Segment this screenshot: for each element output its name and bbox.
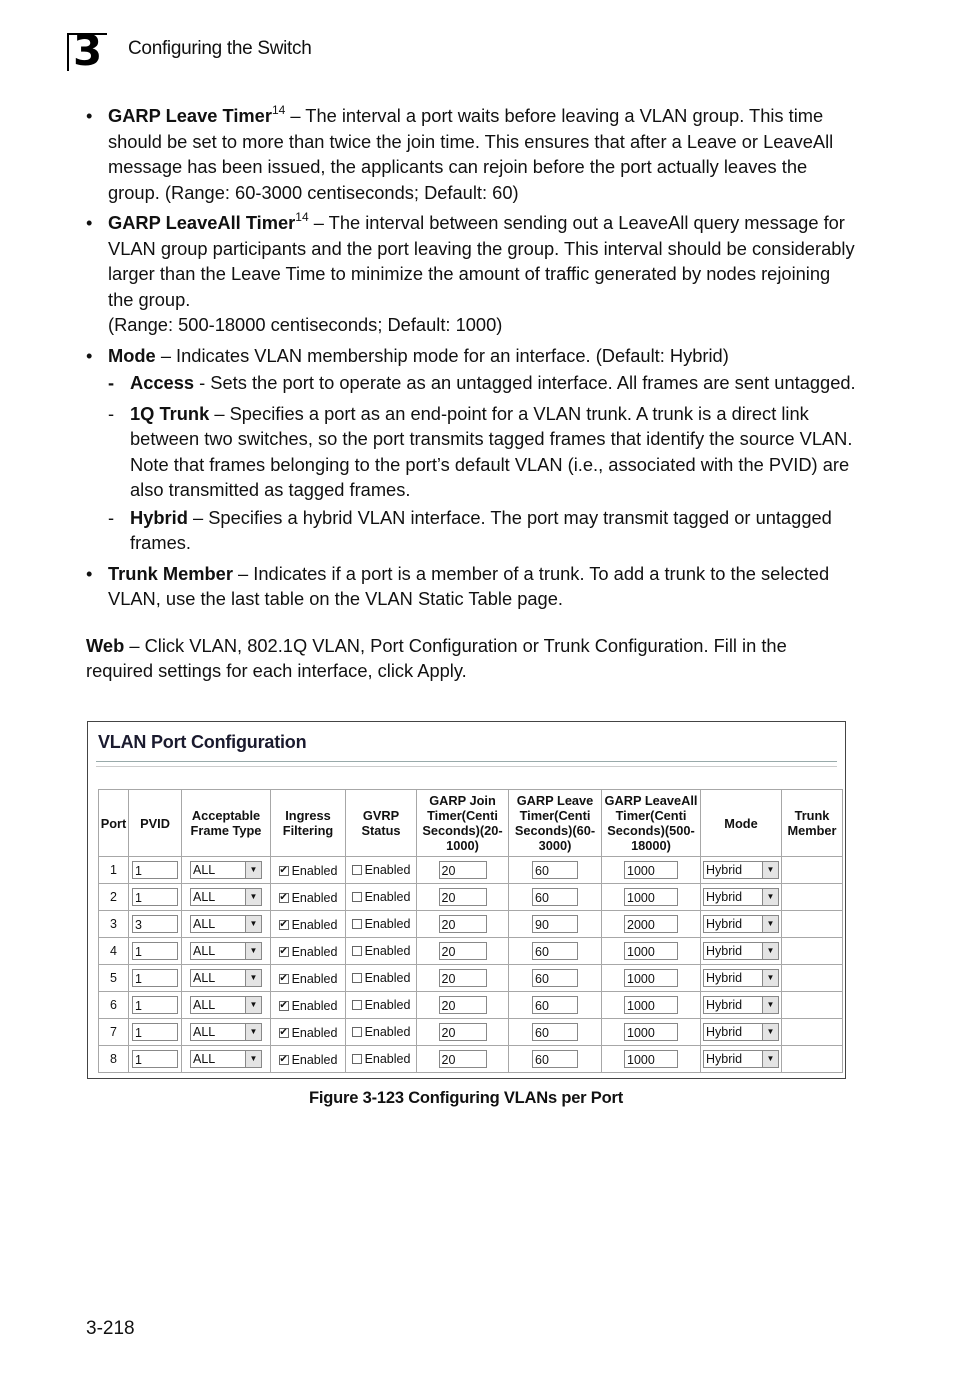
frame-type-cell — [182, 992, 271, 1019]
trunk-member-cell — [782, 965, 843, 992]
table-header-row — [99, 790, 843, 857]
mode-cell — [701, 857, 782, 884]
term: Hybrid — [130, 506, 188, 528]
leave-cell — [509, 884, 602, 911]
pvid-input[interactable]: 1 — [132, 861, 178, 879]
trunk-member-cell — [782, 1046, 843, 1073]
join-cell — [417, 911, 509, 938]
ingress-checkbox[interactable] — [279, 945, 338, 959]
leave-cell — [509, 1019, 602, 1046]
chevron-down-icon[interactable]: ▼ — [762, 1024, 778, 1040]
table-row — [99, 965, 843, 992]
leaveall-cell — [602, 965, 701, 992]
pvid-cell — [129, 857, 182, 884]
checkbox-box — [352, 892, 362, 902]
chevron-down-icon[interactable]: ▼ — [762, 862, 778, 878]
col-join: GARP Join Timer(Centi Seconds)(20-1000) — [417, 790, 509, 857]
gvrp-cell — [346, 992, 417, 1019]
col-port: Port — [99, 790, 129, 857]
bullet-garp-leaveall-timer: • GARP LeaveAll Timer$^{14}$ – The interval between sending out a LeaveAll query message for VLAN group participants and the port leaving the group. This interval should be considerably larger than the Leave Time to minimize the amount of traffic generated by nodes rejoining the group. (Range: 500-18000 centiseconds; Default: 1000) — [86, 209, 855, 335]
leave-timer-input[interactable]: 90 — [532, 915, 578, 933]
chevron-down-icon[interactable]: ▼ — [762, 1051, 778, 1067]
leave-cell — [509, 857, 602, 884]
trunk-member-cell — [782, 938, 843, 965]
sub-item-access: - Access - Sets the port to operate as an untagged interface. All frames are sent untagged. — [108, 372, 856, 393]
leave-timer-input[interactable]: 60 — [532, 969, 578, 987]
frame-type-cell — [182, 857, 271, 884]
leaveall-cell — [602, 992, 701, 1019]
leaveall-timer-input[interactable]: 1000 — [624, 969, 678, 987]
leaveall-timer-input[interactable]: 2000 — [624, 915, 678, 933]
join-cell — [417, 1019, 509, 1046]
mode-select[interactable] — [703, 915, 779, 933]
pvid-cell — [129, 884, 182, 911]
leaveall-timer-input[interactable]: 1000 — [624, 861, 678, 879]
gvrp-cell — [346, 1046, 417, 1073]
frame-type-value: ALL — [193, 971, 216, 985]
mode-select[interactable] — [703, 861, 779, 879]
join-timer-input[interactable]: 20 — [439, 861, 487, 879]
pvid-cell — [129, 1019, 182, 1046]
frame-type-cell — [182, 911, 271, 938]
bullet-mode: • Mode – Indicates VLAN membership mode for an interface. (Default: Hybrid) — [86, 344, 729, 366]
join-cell — [417, 965, 509, 992]
ingress-label: Enabled — [291, 972, 338, 986]
chevron-down-icon[interactable]: ▼ — [245, 889, 261, 905]
body-text — [86, 103, 856, 684]
description: - Sets the port to operate as an untagged interface. All frames are sent untagged. — [194, 372, 856, 393]
description: – Specifies a hybrid VLAN interface. The port may transmit tagged or untagged frames. — [130, 506, 832, 553]
chevron-down-icon[interactable]: ▼ — [762, 970, 778, 986]
gvrp-checkbox[interactable] — [352, 1052, 411, 1066]
trunk-member-cell — [782, 992, 843, 1019]
ingress-cell — [271, 1046, 346, 1073]
bullet-trunk-member: • Trunk Member – Indicates if a port is a member of a trunk. To add a trunk to the selected VLAN, use the last table on the VLAN Static Table page. — [86, 562, 830, 609]
ingress-checkbox[interactable] — [279, 891, 338, 905]
frame-type-value: ALL — [193, 863, 216, 877]
checkbox-box: ✔ — [279, 892, 288, 903]
gvrp-cell — [346, 938, 417, 965]
title-divider-secondary — [96, 766, 837, 767]
mode-value: Hybrid — [706, 998, 743, 1012]
footnote-ref: 14 — [271, 102, 286, 117]
figure-title: VLAN Port Configuration — [98, 732, 307, 752]
frame-type-cell — [182, 938, 271, 965]
pvid-input[interactable]: 1 — [132, 1023, 178, 1041]
join-cell — [417, 1046, 509, 1073]
ingress-cell — [271, 938, 346, 965]
trunk-member-cell — [782, 911, 843, 938]
join-timer-input[interactable]: 20 — [439, 969, 487, 987]
join-timer-input[interactable]: 20 — [439, 888, 487, 906]
gvrp-label: Enabled — [364, 997, 411, 1012]
port-number: 7 — [99, 1019, 129, 1046]
join-cell — [417, 938, 509, 965]
checkbox-box: ✔ — [279, 946, 288, 957]
checkbox-box: ✔ — [279, 919, 288, 930]
mode-cell — [701, 911, 782, 938]
frame-type-select[interactable] — [190, 942, 262, 960]
leave-cell — [509, 938, 602, 965]
checkbox-box — [352, 1027, 362, 1037]
frame-type-select[interactable] — [190, 969, 262, 987]
pvid-input[interactable]: 1 — [132, 942, 178, 960]
checkbox-box — [352, 946, 362, 956]
join-cell — [417, 884, 509, 911]
join-timer-input[interactable]: 20 — [439, 1050, 487, 1068]
trunk-member-cell — [782, 884, 843, 911]
table-row — [99, 938, 843, 965]
leave-timer-input[interactable]: 60 — [532, 1050, 578, 1068]
leaveall-timer-input[interactable]: 1000 — [624, 888, 678, 906]
chevron-down-icon[interactable]: ▼ — [245, 997, 261, 1013]
pvid-input[interactable]: 1 — [132, 1050, 178, 1068]
gvrp-cell — [346, 911, 417, 938]
gvrp-label: Enabled — [364, 1051, 411, 1066]
gvrp-label: Enabled — [364, 862, 411, 877]
pvid-cell — [129, 992, 182, 1019]
chevron-down-icon[interactable]: ▼ — [762, 997, 778, 1013]
term: GARP Leave Timer — [108, 105, 272, 126]
frame-type-select[interactable] — [190, 996, 262, 1014]
ingress-cell — [271, 992, 346, 1019]
checkbox-box: ✔ — [279, 1054, 288, 1065]
description: – The interval a port waits before leaving a VLAN group. This time should be set to more than twice the join time. This ensures that after a Leave or LeaveAll message has been issued, the applicants can rejoin before the port actually leaves the group. (Range: 60-3000 centiseconds; Default: 60) — [108, 105, 834, 203]
checkbox-box — [352, 865, 362, 875]
join-timer-input[interactable]: 20 — [439, 915, 487, 933]
join-cell — [417, 992, 509, 1019]
frame-type-value: ALL — [193, 998, 216, 1012]
checkbox-box: ✔ — [279, 1027, 288, 1038]
leaveall-cell — [602, 911, 701, 938]
mode-value: Hybrid — [706, 971, 743, 985]
figure-caption: Figure 3-123 Configuring VLANs per Port — [309, 1089, 623, 1107]
mode-select[interactable] — [703, 942, 779, 960]
gvrp-cell — [346, 965, 417, 992]
frame-type-select[interactable] — [190, 915, 262, 933]
ingress-checkbox[interactable] — [279, 972, 338, 986]
description: – Indicates VLAN membership mode for an interface. (Default: Hybrid) — [155, 344, 729, 366]
leaveall-cell — [602, 857, 701, 884]
frame-type-select[interactable] — [190, 1050, 262, 1068]
leave-cell — [509, 1046, 602, 1073]
gvrp-checkbox[interactable] — [352, 890, 411, 904]
table-row — [99, 884, 843, 911]
mode-cell — [701, 1019, 782, 1046]
leave-timer-input[interactable]: 60 — [532, 996, 578, 1014]
col-leave: GARP Leave Timer(Centi Seconds)(60-3000) — [509, 790, 602, 857]
gvrp-label: Enabled — [364, 1024, 411, 1039]
frame-type-cell — [182, 1019, 271, 1046]
frame-type-cell — [182, 965, 271, 992]
gvrp-cell — [346, 1019, 417, 1046]
col-leaveall: GARP LeaveAll Timer(Centi Seconds)(500-18000) — [602, 790, 701, 857]
chapter-marker — [67, 26, 107, 75]
chevron-down-icon[interactable]: ▼ — [762, 916, 778, 932]
web-instructions — [86, 633, 856, 684]
checkbox-box: ✔ — [279, 1000, 288, 1011]
term: Trunk Member — [108, 562, 233, 584]
ingress-checkbox[interactable] — [279, 999, 338, 1013]
ingress-label: Enabled — [291, 864, 338, 878]
mode-value: Hybrid — [706, 1052, 743, 1066]
mode-value: Hybrid — [706, 917, 743, 931]
description: – Indicates if a port is a member of a trunk. To add a trunk to the selected VLAN, use the last table on the VLAN Static Table page. — [108, 562, 830, 609]
trunk-member-cell — [782, 857, 843, 884]
leaveall-timer-input[interactable]: 1000 — [624, 1023, 678, 1041]
col-ingress: Ingress Filtering — [271, 790, 346, 857]
gvrp-checkbox[interactable] — [352, 998, 411, 1012]
frame-type-select[interactable] — [190, 1023, 262, 1041]
port-number: 8 — [99, 1046, 129, 1073]
ingress-cell — [271, 911, 346, 938]
mode-select[interactable] — [703, 1023, 779, 1041]
term: GARP LeaveAll Timer — [108, 212, 296, 233]
ingress-cell — [271, 965, 346, 992]
mode-value: Hybrid — [706, 863, 743, 877]
description: – The interval between sending out a LeaveAll query message for VLAN group participants and the port leaving the group. This interval should be considerably larger than the Leave Time to minimize the amount of traffic generated by nodes rejoining the group. — [108, 212, 855, 310]
gvrp-checkbox[interactable] — [352, 944, 411, 958]
gvrp-label: Enabled — [364, 889, 411, 904]
chevron-down-icon[interactable]: ▼ — [245, 970, 261, 986]
leave-cell — [509, 965, 602, 992]
checkbox-box — [352, 1000, 362, 1010]
col-mode: Mode — [701, 790, 782, 857]
join-timer-input[interactable]: 20 — [439, 942, 487, 960]
col-trunk: Trunk Member — [782, 790, 843, 857]
pvid-input[interactable]: 3 — [132, 915, 178, 933]
checkbox-box — [352, 1054, 362, 1064]
trunk-member-cell — [782, 1019, 843, 1046]
vlan-port-configuration-screenshot — [87, 721, 846, 1079]
ingress-label: Enabled — [291, 999, 338, 1013]
gvrp-cell — [346, 884, 417, 911]
chapter-number: 3 — [73, 26, 103, 75]
leaveall-timer-input[interactable]: 1000 — [624, 942, 678, 960]
mode-cell — [701, 938, 782, 965]
chevron-down-icon[interactable]: ▼ — [762, 943, 778, 959]
footnote-ref: 14 — [295, 209, 309, 224]
leave-timer-input[interactable]: 60 — [532, 1023, 578, 1041]
frame-type-value: ALL — [193, 944, 216, 958]
mode-select[interactable] — [703, 996, 779, 1014]
description: – Click VLAN, 802.1Q VLAN, Port Configuration or Trunk Configuration. Fill in the required settings for each interface, click Apply. — [86, 634, 787, 681]
mode-select[interactable] — [703, 969, 779, 987]
pvid-input[interactable]: 1 — [132, 888, 178, 906]
ingress-label: Enabled — [291, 1053, 338, 1067]
chevron-down-icon[interactable]: ▼ — [245, 1051, 261, 1067]
ingress-checkbox[interactable] — [279, 1026, 338, 1040]
mode-value: Hybrid — [706, 944, 743, 958]
mode-select[interactable] — [703, 888, 779, 906]
col-frame-type: Acceptable Frame Type — [182, 790, 271, 857]
bullet-garp-leave-timer: • GARP Leave Timer$^{14}$ – The interval a port waits before leaving a VLAN group. This time should be set to more than twice the join time. This ensures that after a Leave or LeaveAll message has been issued, the applicants can rejoin before the port actually leaves the group. (Range: 60-3000 centiseconds; Default: 60) — [86, 102, 834, 203]
description: – Specifies a port as an end-point for a VLAN trunk. A trunk is a direct link between two switches, so the port transmits tagged frames that identify the source VLAN. Note that frames belonging to the port’s default VLAN (i.e., associated with the PVID) are also transmitted as tagged frames. — [130, 402, 853, 500]
leaveall-cell — [602, 938, 701, 965]
ingress-cell — [271, 884, 346, 911]
mode-value: Hybrid — [706, 1025, 743, 1039]
pvid-input[interactable]: 1 — [132, 969, 178, 987]
checkbox-box: ✔ — [279, 865, 288, 876]
ingress-checkbox[interactable] — [279, 1053, 338, 1067]
ingress-label: Enabled — [291, 1026, 338, 1040]
term: Web — [86, 634, 125, 656]
leave-cell — [509, 911, 602, 938]
ingress-checkbox[interactable] — [279, 864, 338, 878]
frame-type-value: ALL — [193, 1052, 216, 1066]
ingress-cell — [271, 857, 346, 884]
leaveall-timer-input[interactable]: 1000 — [624, 996, 678, 1014]
join-timer-input[interactable]: 20 — [439, 996, 487, 1014]
pvid-cell — [129, 965, 182, 992]
leave-cell — [509, 992, 602, 1019]
join-cell — [417, 857, 509, 884]
table-row — [99, 992, 843, 1019]
col-pvid: PVID — [129, 790, 182, 857]
pvid-cell — [129, 911, 182, 938]
leaveall-cell — [602, 1019, 701, 1046]
port-number: 2 — [99, 884, 129, 911]
ingress-label: Enabled — [291, 891, 338, 905]
table-row — [99, 1019, 843, 1046]
gvrp-checkbox[interactable] — [352, 1025, 411, 1039]
page-number: 3-218 — [86, 1318, 135, 1339]
col-gvrp: GVRP Status — [346, 790, 417, 857]
port-number: 3 — [99, 911, 129, 938]
port-number: 5 — [99, 965, 129, 992]
ingress-label: Enabled — [291, 918, 338, 932]
vlan-port-table — [98, 789, 843, 1073]
leave-timer-input[interactable]: 60 — [532, 942, 578, 960]
port-number: 4 — [99, 938, 129, 965]
frame-type-cell — [182, 884, 271, 911]
term: Access — [130, 372, 195, 393]
gvrp-label: Enabled — [364, 943, 411, 958]
table-row — [99, 911, 843, 938]
pvid-input[interactable]: 1 — [132, 996, 178, 1014]
ingress-label: Enabled — [291, 945, 338, 959]
checkbox-box — [352, 973, 362, 983]
leave-timer-input[interactable]: 60 — [532, 888, 578, 906]
chevron-down-icon[interactable]: ▼ — [245, 1024, 261, 1040]
table-row — [99, 857, 843, 884]
gvrp-checkbox[interactable] — [352, 863, 411, 877]
gvrp-cell — [346, 857, 417, 884]
sub-item-1q-trunk: - 1Q Trunk – Specifies a port as an end-point for a VLAN trunk. A trunk is a direct link between two switches, so the port transmits tagged frames that identify the source VLAN. Note that frames belonging to the port’s default VLAN (i.e., associated with the PVID) are also transmitted as tagged frames. — [108, 402, 853, 500]
chevron-down-icon[interactable]: ▼ — [245, 862, 261, 878]
mode-cell — [701, 1046, 782, 1073]
pvid-cell — [129, 938, 182, 965]
frame-type-cell — [182, 1046, 271, 1073]
sub-item-hybrid: - Hybrid – Specifies a hybrid VLAN interface. The port may transmit tagged or untagged frames. — [108, 506, 832, 553]
table-row — [99, 1046, 843, 1073]
term: Mode — [108, 344, 156, 366]
range-text: (Range: 500-18000 centiseconds; Default: 1000) — [108, 314, 503, 335]
mode-value: Hybrid — [706, 890, 743, 904]
mode-cell — [701, 992, 782, 1019]
mode-select[interactable] — [703, 1050, 779, 1068]
chevron-down-icon[interactable]: ▼ — [245, 916, 261, 932]
running-title: Configuring the Switch — [128, 38, 312, 59]
chevron-down-icon[interactable]: ▼ — [245, 943, 261, 959]
port-number: 6 — [99, 992, 129, 1019]
gvrp-checkbox[interactable] — [352, 917, 411, 931]
checkbox-box — [352, 919, 362, 929]
title-divider — [96, 761, 837, 762]
checkbox-box: ✔ — [279, 973, 288, 984]
gvrp-label: Enabled — [364, 916, 411, 931]
leaveall-cell — [602, 884, 701, 911]
mode-cell — [701, 884, 782, 911]
frame-type-value: ALL — [193, 917, 216, 931]
mode-cell — [701, 965, 782, 992]
pvid-cell — [129, 1046, 182, 1073]
term: 1Q Trunk — [130, 402, 210, 424]
chevron-down-icon[interactable]: ▼ — [762, 889, 778, 905]
gvrp-label: Enabled — [364, 970, 411, 985]
frame-type-select[interactable] — [190, 861, 262, 879]
gvrp-checkbox[interactable] — [352, 971, 411, 985]
ingress-checkbox[interactable] — [279, 918, 338, 932]
ingress-cell — [271, 1019, 346, 1046]
frame-type-value: ALL — [193, 890, 216, 904]
port-number: 1 — [99, 857, 129, 884]
leave-timer-input[interactable]: 60 — [532, 861, 578, 879]
leaveall-cell — [602, 1046, 701, 1073]
join-timer-input[interactable]: 20 — [439, 1023, 487, 1041]
frame-type-select[interactable] — [190, 888, 262, 906]
frame-type-value: ALL — [193, 1025, 216, 1039]
leaveall-timer-input[interactable]: 1000 — [624, 1050, 678, 1068]
